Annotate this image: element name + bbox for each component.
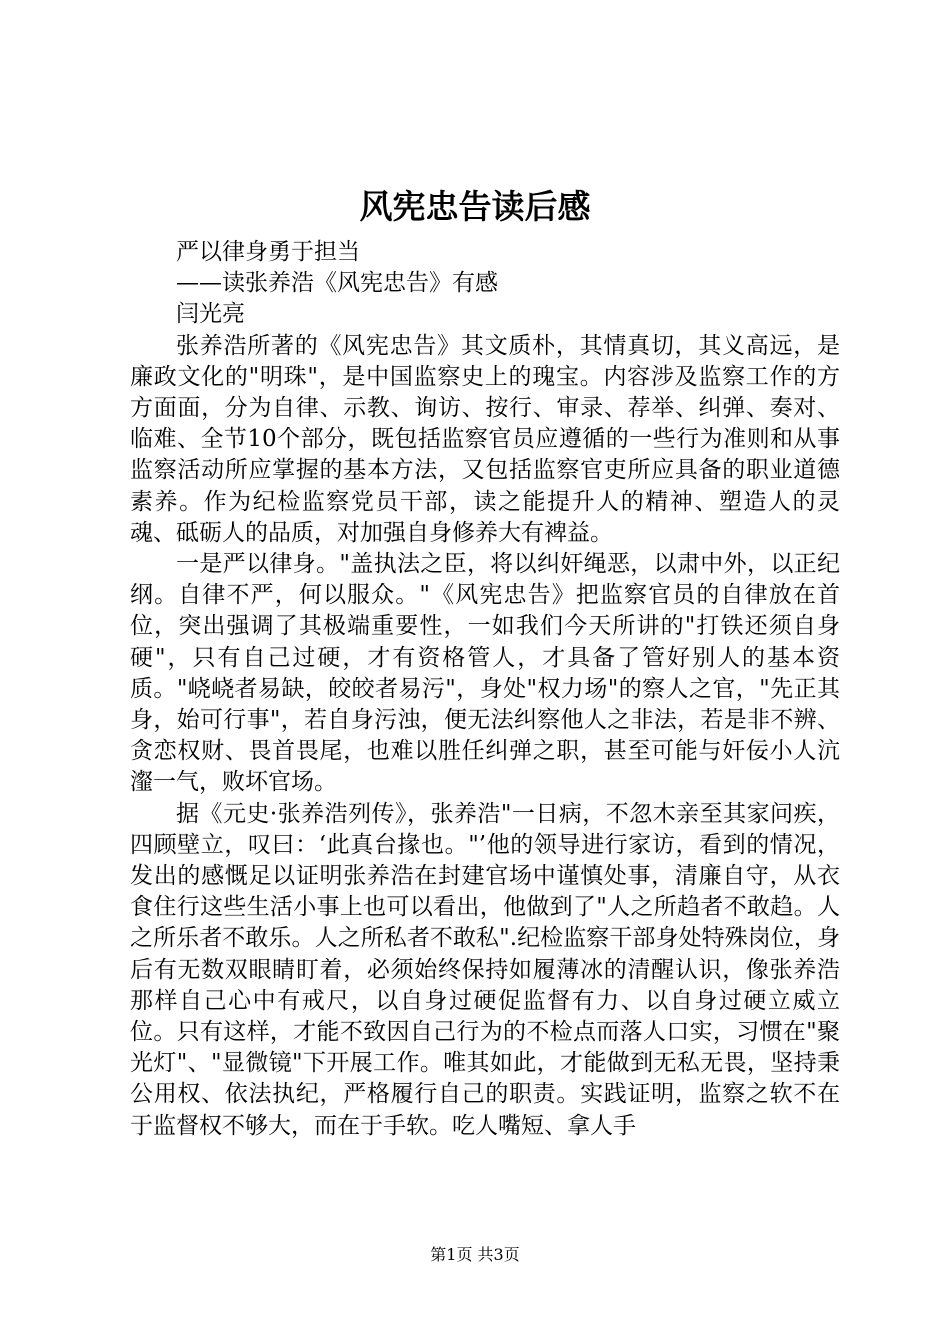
body-paragraph: 一是严以律身。"盖执法之臣，将以纠奸绳恶，以肃中外，以正纪纲。自律不严，何以服众。"《风宪忠告》把监察官员的自律放在首位，突出强调了其极端重要性，一如我们今天所讲的"打铁还须自身硬"，只有自己过硬，才有资格管人，才具备了管好别人的基本资质。"峣峣者易缺，皎皎者易污"，身处"权力场"的察人之官，"先正其身，始可行事"，若自身污浊，便无法纠察他人之非法，若是非不辨、贪恋权财、畏首畏尾，也难以胜任纠弹之职，甚至可能与奸佞小人沆瀣一气，败坏官场。 <box>130 551 840 796</box>
document-body <box>130 237 840 1142</box>
body-paragraph: 据《元史·张养浩列传》，张养浩"一日病，不忽木亲至其家问疾，四顾壁立，叹曰：‘此真台掾也。"’他的领导进行家访，看到的情况，发出的感慨足以证明张养浩在封建官场中谨慎处事，清廉自守，从衣食住行这些生活小事上也可以看出，他做到了"人之所趋者不敢趋。人之所乐者不敢乐。人之所私者不敢私".纪检监察干部身处特殊岗位，身后有无数双眼睛盯着，必须始终保持如履薄冰的清醒认识，像张养浩那样自己心中有戒尺，以自身过硬促监督有力、以自身过硬立威立位。只有这样，才能不致因自己行为的不检点而落人口实，习惯在"聚光灯"、"显微镜"下开展工作。唯其如此，才能做到无私无畏，坚持秉公用权、依法执纪，严格履行自己的职责。实践证明，监察之软不在于监督权不够大，而在于手软。吃人嘴短、拿人手 <box>130 800 840 1139</box>
subtitle-line: ——读张养浩《风宪忠告》有感 <box>176 270 498 297</box>
subtitle-heading: 严以律身勇于担当 <box>176 239 360 265</box>
author-name: 闫光亮 <box>176 301 245 328</box>
page-footer: 第1页 共3页 <box>430 1245 520 1264</box>
body-paragraph: 张养浩所著的《风宪忠告》其文质朴，其情真切，其义高远，是廉政文化的"明珠"，是中国监察史上的瑰宝。内容涉及监察工作的方方面面，分为自律、示教、询访、按行、审录、荐举、纠弹、奏对、临难、全节10个部分，既包括监察官员应遵循的一些行为准则和从事监察活动所应掌握的基本方法，又包括监察官吏所应具备的职业道德素养。作为纪检监察党员干部，读之能提升人的精神、塑造人的灵魂、砥砺人的品质，对加强自身修养大有裨益。 <box>130 332 840 546</box>
document-title: 风宪忠告读后感 <box>359 187 591 226</box>
